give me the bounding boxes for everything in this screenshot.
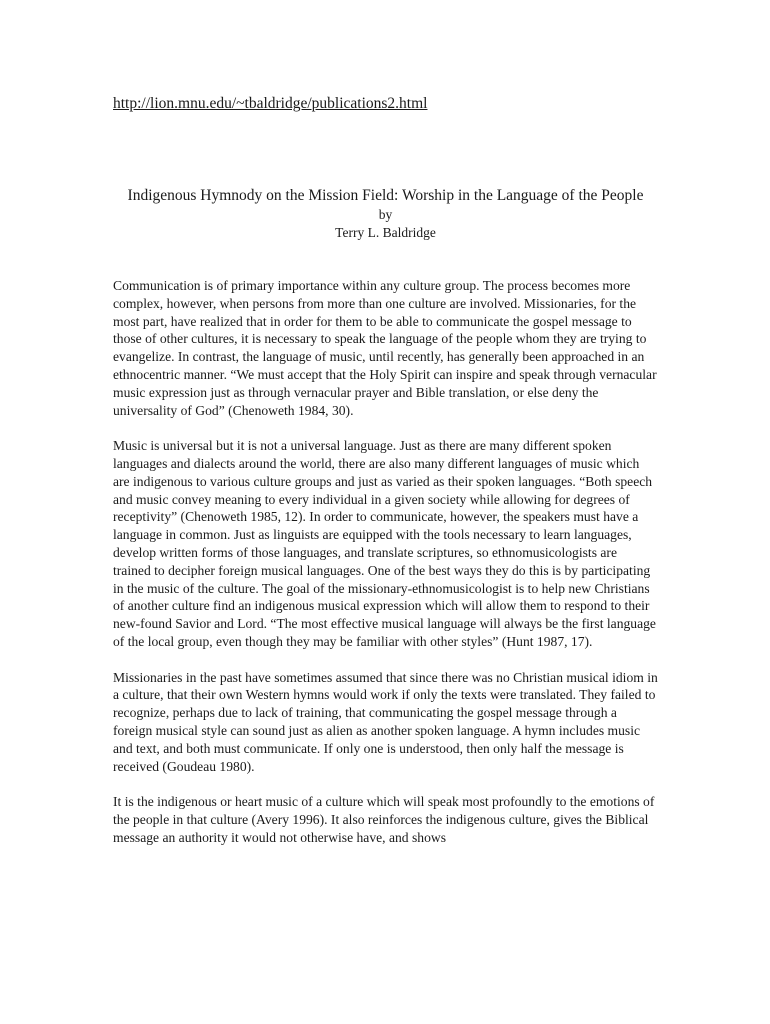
document-title: Indigenous Hymnody on the Mission Field: Worship in the Language of the People (127, 187, 644, 204)
byline-by: by (378, 207, 393, 222)
paragraph: It is the indigenous or heart music of a culture which will speak most profoundly to the emotions of the people in that culture (Avery 1996). It also reinforces the indigenous culture, gives the Biblical message an authority it would not otherwise have, and shows (113, 794, 655, 845)
title-block (113, 186, 658, 242)
paragraph: Communication is of primary importance within any culture group. The process becomes more complex, however, when persons from more than one culture are involved. Missionaries, for the most part, have realized that in order for them to be able to communicate the gospel message to those of other cultures, it is necessary to speak the language of the people whom they are trying to evangelize. In contrast, the language of music, until recently, has generally been approached in an ethnocentric manner. “We must accept that the Holy Spirit can inspire and speak through vernacular music expression just as through vernacular prayer and Bible translation, or else deny the universality of God” (Chenoweth 1984, 30). (113, 278, 657, 418)
paragraph: Missionaries in the past have sometimes assumed that since there was no Christian musical idiom in a culture, that their own Western hymns would work if only the texts were translated. They failed to recognize, perhaps due to lack of training, that communicating the gospel message through a foreign musical style can sound just as alien as another spoken language. A hymn includes music and text, and both must communicate. If only one is understood, then only half the message is received (Goudeau 1980). (113, 669, 658, 774)
paragraph: Music is universal but it is not a universal language. Just as there are many different spoken languages and dialects around the world, there are also many different languages of music which are indigenous to various culture groups and just as varied as their spoken languages. “Both speech and music convey meaning to every individual in a given society while allowing for degrees of receptivity” (Chenoweth 1985, 12). In order to communicate, however, the speakers must have a language in common. Just as linguists are equipped with the tools necessary to learn languages, develop written forms of those languages, and translate scriptures, so ethnomusicologists are trained to decipher foreign musical languages. One of the best ways they do this is by participating in the music of the culture. The goal of the missionary-ethnomusicologist is to help new Christians of another culture find an indigenous musical expression which will allow them to respond to their new-found Savior and Lord. “The most effective musical language will always be the first language of the local group, even though they may be familiar with other styles” (Hunt 1987, 17). (113, 438, 656, 649)
document-page (113, 94, 658, 864)
author-name: Terry L. Baldridge (335, 225, 436, 240)
source-url-link[interactable]: http://lion.mnu.edu/~tbaldridge/publications2.html (113, 95, 428, 112)
body-text (113, 277, 658, 847)
